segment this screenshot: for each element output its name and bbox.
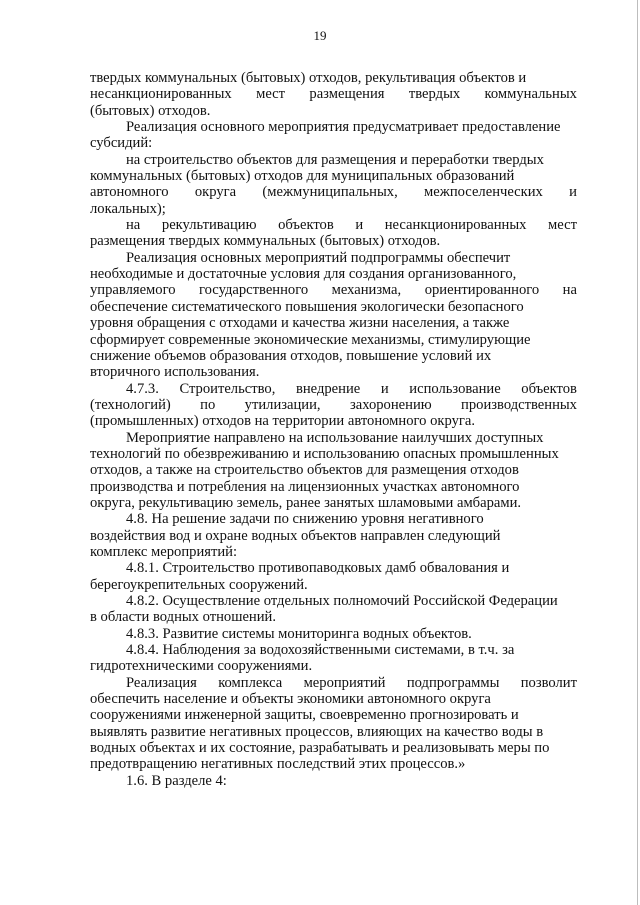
list-item: 4.8.2. Осуществление отдельных полномочий Российской Федерации — [126, 593, 558, 609]
text-line — [90, 282, 577, 298]
text-line: субсидий: — [90, 135, 153, 152]
text-line: производства и потребления на лицензионных участках автономного — [90, 478, 520, 495]
word: мест — [548, 217, 577, 234]
text-line — [90, 675, 577, 691]
word: позволит — [520, 674, 577, 691]
word: комплекса — [218, 674, 283, 691]
text-line: берегоукрепительных сооружений. — [90, 576, 308, 593]
word: государственного — [199, 282, 309, 299]
text-line: локальных); — [90, 200, 166, 217]
word: (технологий) — [90, 396, 171, 413]
word: механизма, — [331, 282, 402, 299]
text-line: комплекс мероприятий: — [90, 543, 238, 560]
word: 4.7.3. — [126, 380, 159, 397]
word: твердых — [408, 86, 461, 103]
text-line: округа, рекультивацию земель, ранее занятых шламовыми амбарами. — [90, 494, 522, 511]
word: размещения — [309, 86, 385, 103]
text-line: в области водных отношений. — [90, 609, 277, 626]
section-heading: 4.8. На решение задачи по снижению уровня негативного — [126, 511, 484, 528]
text-line: водных объектах и их состояние, разрабатывать и реализовывать меры по — [90, 740, 550, 757]
word: ориентированного — [424, 282, 540, 299]
text-line: Мероприятие направлено на использование наилучших доступных — [126, 429, 544, 446]
section-heading — [90, 381, 577, 397]
text-line: уровня обращения с отходами и качества жизни населения, а также — [90, 315, 510, 332]
word: несанкционированных — [384, 217, 527, 234]
text-line: вторичного использования. — [90, 364, 260, 381]
word: управляемого — [90, 282, 176, 299]
text-line: необходимые и достаточные условия для создания организованного, — [90, 266, 517, 283]
word: мероприятий — [303, 674, 386, 691]
word: объектов — [521, 380, 577, 397]
text-line: коммунальных (бытовых) отходов для муниципальных образований — [90, 168, 515, 185]
text-line: обеспечить население и объекты экономики автономного округа — [90, 691, 491, 708]
section-heading: 1.6. В разделе 4: — [126, 772, 227, 789]
list-item: 4.8.1. Строительство противопаводковых дамб обвалования и — [126, 560, 510, 577]
text-line: воздействия вод и охране водных объектов направлен следующий — [90, 527, 501, 544]
word: Реализация — [126, 674, 197, 691]
word: Строительство, — [179, 380, 276, 397]
word: и — [380, 380, 389, 397]
text-line — [90, 217, 577, 233]
text-line: (промышленных) отходов на территории автономного округа. — [90, 413, 475, 430]
word: и — [355, 217, 364, 234]
word: объектов — [278, 217, 334, 234]
text-line — [90, 86, 577, 102]
word: по — [200, 396, 216, 413]
text-line: снижение объемов образования отходов, повышение условий их — [90, 347, 492, 364]
word: и — [569, 184, 577, 201]
word: несанкционированных — [90, 86, 232, 103]
text-line: гидротехническими сооружениями. — [90, 658, 313, 675]
list-item: 4.8.4. Наблюдения за водохозяйственными системами, в т.ч. за — [126, 642, 515, 659]
scan-edge — [637, 0, 638, 905]
text-line: Реализация основного мероприятия предусматривает предоставление — [126, 119, 561, 136]
word: производственных — [461, 396, 577, 413]
text-line: твердых коммунальных (бытовых) отходов, рекультивация объектов и — [90, 70, 527, 86]
text-line: сооружениями инженерной защиты, своевременно прогнозировать и — [90, 707, 519, 724]
text-line: сформирует современные экономические механизмы, стимулирующие — [90, 331, 531, 348]
word: на — [126, 217, 141, 234]
text-line: технологий по обезвреживанию и использованию опасных промышленных — [90, 445, 559, 462]
text-line: отходов, а также на строительство объектов для размещения отходов — [90, 462, 519, 479]
text-line: размещения твердых коммунальных (бытовых) отходов. — [90, 233, 441, 250]
page-number: 19 — [313, 28, 327, 43]
text-line: (бытовых) отходов. — [90, 102, 211, 119]
word: захоронению — [349, 396, 432, 413]
text-line: на строительство объектов для размещения и переработки твердых — [126, 151, 544, 168]
word: использование — [409, 380, 501, 397]
word: межпоселенческих — [424, 184, 543, 201]
text-line: предотвращению негативных последствий этих процессов.» — [90, 756, 466, 773]
word: мест — [256, 86, 286, 103]
text-line: выявлять развитие негативных процессов, влияющих на качество воды в — [90, 723, 544, 740]
document-body — [90, 70, 577, 789]
text-line: Реализация основных мероприятий подпрограммы обеспечит — [126, 249, 511, 266]
word: рекультивацию — [161, 217, 257, 234]
text-line — [90, 184, 577, 200]
text-line — [90, 397, 577, 413]
word: (межмуниципальных, — [262, 184, 398, 201]
word: округа — [194, 184, 237, 201]
word: подпрограммы — [406, 674, 500, 691]
word: автономного — [90, 184, 169, 201]
word: коммунальных — [484, 86, 577, 103]
word: утилизации, — [244, 396, 321, 413]
word: внедрение — [295, 380, 361, 397]
word: на — [562, 282, 577, 299]
list-item: 4.8.3. Развитие системы мониторинга водных объектов. — [126, 625, 472, 642]
text-line: обеспечение систематического повышения экологически безопасного — [90, 298, 524, 315]
